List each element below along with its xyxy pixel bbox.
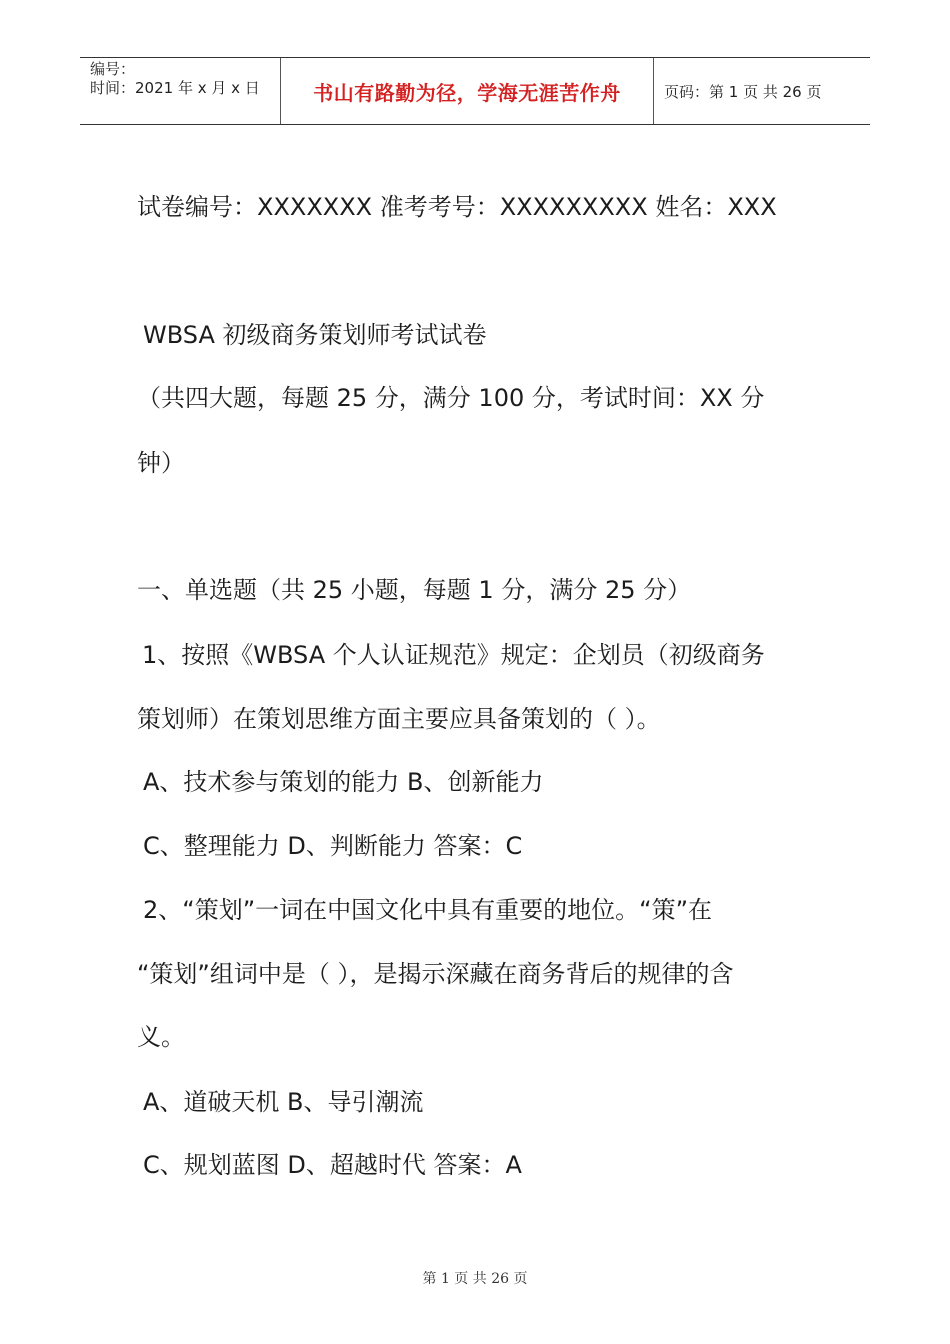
page-info: 页码：第 1 页 共 26 页 bbox=[664, 82, 822, 101]
number-label: 编号： bbox=[90, 60, 136, 78]
exam-note-line1: （共四大题，每题 25 分，满分 100 分，考试时间：XX 分 bbox=[137, 384, 765, 412]
header-meta-cell bbox=[80, 58, 281, 124]
question-2-stem-line2: “策划”组词中是（ ），是揭示深藏在商务背后的规律的含 bbox=[137, 960, 734, 988]
header-page-cell bbox=[654, 58, 870, 124]
question-1-options-line2: C、整理能力 D、判断能力 答案：C bbox=[143, 832, 523, 860]
question-1-stem-line1: 1、按照《WBSA 个人认证规范》规定：企划员（初级商务 bbox=[142, 641, 765, 669]
question-1-stem-line2: 策划师）在策划思维方面主要应具备策划的（ ）。 bbox=[137, 705, 661, 733]
exam-note-line2: 钟） bbox=[137, 449, 185, 477]
motto-text: 书山有路勤为径，学海无涯苦作舟 bbox=[313, 80, 621, 105]
document-header bbox=[80, 57, 870, 125]
question-2-options-line1: A、道破天机 B、导引潮流 bbox=[143, 1088, 424, 1116]
page-footer: 第 1 页 共 26 页 bbox=[422, 1271, 528, 1287]
time-label: 时间：2021 年 x 月 x 日 bbox=[90, 79, 260, 97]
question-2-stem-line3: 义。 bbox=[137, 1023, 185, 1051]
question-1-options-line1: A、技术参与策划的能力 B、创新能力 bbox=[143, 768, 544, 796]
section-title: 一、单选题（共 25 小题，每题 1 分，满分 25 分） bbox=[137, 576, 692, 604]
exam-title: WBSA 初级商务策划师考试试卷 bbox=[143, 321, 487, 349]
question-2-options-line2: C、规划蓝图 D、超越时代 答案：A bbox=[143, 1151, 522, 1179]
exam-info: 试卷编号：XXXXXXX 准考考号：XXXXXXXXX 姓名：XXX bbox=[137, 193, 777, 221]
header-motto-cell bbox=[281, 58, 654, 124]
question-2-stem-line1: 2、“策划”一词在中国文化中具有重要的地位。“策”在 bbox=[143, 896, 713, 924]
